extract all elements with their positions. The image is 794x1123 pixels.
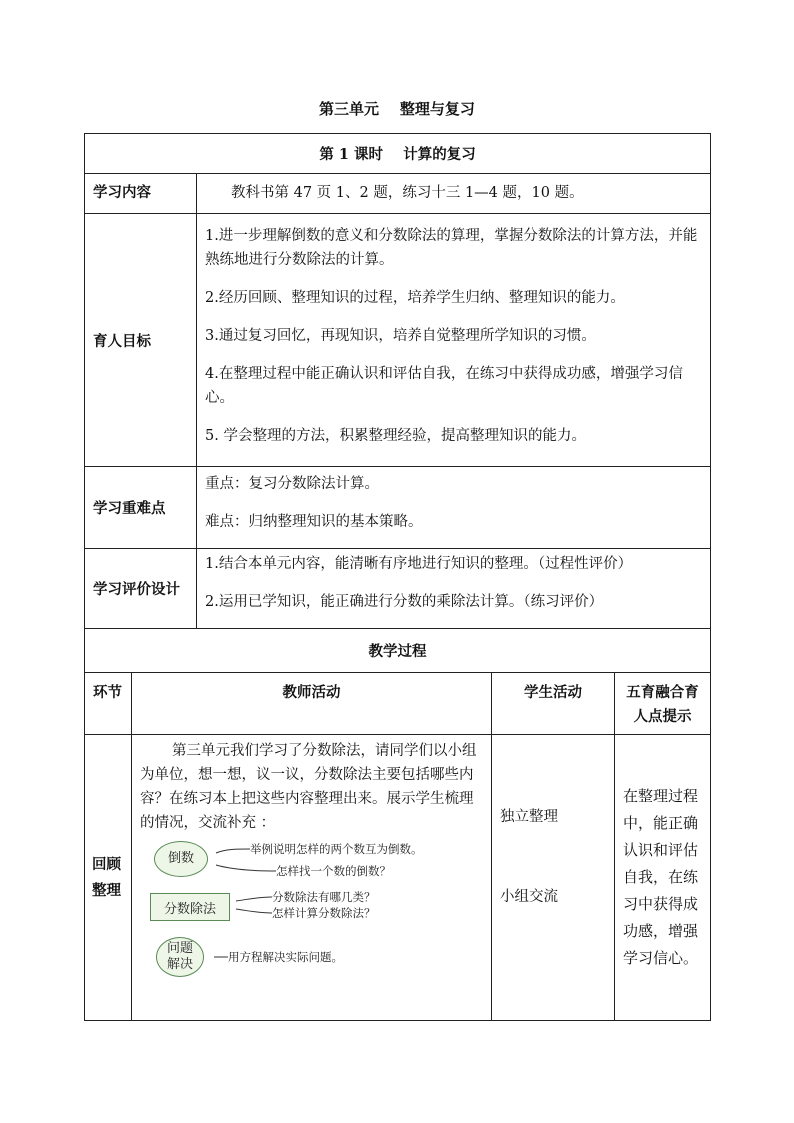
lesson-title: 第 1 课时 计算的复习 (85, 134, 711, 174)
evaluation-list (197, 549, 711, 629)
reciprocal-branch-1: 举例说明怎样的两个数互为倒数。 (250, 842, 423, 856)
objective-item: 3.通过复习回忆，再现知识，培养自觉整理所学知识的习惯。 (205, 328, 596, 344)
objectives-label: 育人目标 (85, 214, 197, 467)
evaluation-item: 1.结合本单元内容，能清晰有序地进行知识的整理。（过程性评价） (205, 556, 633, 572)
learning-content-text: 教科书第 47 页 1、2 题，练习十三 1—4 题，10 题。 (197, 174, 711, 214)
objective-item: 1.进一步理解倒数的意义和分数除法的算理，掌握分数除法的计算方法，并能熟练地进行分数除法的计算。 (205, 228, 698, 268)
node-problem-line1: 问题 (166, 941, 193, 956)
node-problem-line2: 解决 (166, 957, 193, 972)
evaluation-label: 学习评价设计 (85, 549, 197, 629)
process-title: 教学过程 (85, 629, 711, 673)
process-title-row (85, 629, 711, 673)
node-problem-solving (156, 937, 204, 977)
objective-item: 4.在整理过程中能正确认识和评估自我，在练习中获得成功感，增强学习信心。 (205, 366, 683, 406)
column-header-tip: 五育融合育人点提示 (615, 673, 711, 735)
knowledge-map-diagram (140, 835, 483, 995)
student-activity-item: 小组交流 (500, 889, 558, 905)
column-header-teacher: 教师活动 (132, 673, 492, 735)
reciprocal-branch-2: 怎样找一个数的倒数？ (276, 864, 391, 878)
learning-content-row (85, 174, 711, 214)
problem-branch: 用方程解决实际问题。 (228, 950, 343, 964)
lesson-plan-table (84, 133, 711, 1021)
division-branch-1: 分数除法有哪几类？ (272, 890, 376, 904)
review-student-activity (492, 735, 615, 1021)
unit-title: 第三单元 整理与复习 (319, 100, 475, 118)
node-reciprocal: 倒数 (154, 841, 208, 877)
review-stage-label: 回顾整理 (85, 735, 132, 1021)
key-points-label: 学习重难点 (85, 467, 197, 549)
objective-item: 2.经历回顾、整理知识的过程，培养学生归纳、整理知识的能力。 (205, 290, 625, 306)
column-header-student: 学生活动 (492, 673, 615, 735)
student-activity-item: 独立整理 (500, 809, 558, 825)
node-fraction-division: 分数除法 (150, 893, 230, 921)
objectives-list (197, 214, 711, 467)
column-header-stage: 环节 (85, 673, 132, 735)
review-teacher-activity (132, 735, 492, 1021)
objectives-row (85, 214, 711, 467)
key-points-content (197, 467, 711, 549)
lesson-title-row (85, 134, 711, 174)
key-points-row (85, 467, 711, 549)
evaluation-item: 2.运用已学知识，能正确进行分数的乘除法计算。（练习评价） (205, 594, 604, 610)
learning-content-label: 学习内容 (85, 174, 197, 214)
key-point-difficulty: 难点：归纳整理知识的基本策略。 (205, 514, 423, 530)
teacher-activity-text: 第三单元我们学习了分数除法，请同学们以小组为单位，想一想，议一议，分数除法主要包括哪些内容？在练习本上把这些内容整理出来。展示学生梳理的情况，交流补充 ： (140, 743, 477, 831)
review-row (85, 735, 711, 1021)
column-header-row (85, 673, 711, 735)
key-point-focus: 重点：复习分数除法计算。 (205, 476, 379, 492)
review-education-tip: 在整理过程中，能正确认识和评估自我，在练习中获得成功感，增强学习信心。 (615, 735, 711, 1021)
evaluation-row (85, 549, 711, 629)
division-branch-2: 怎样计算分数除法？ (272, 906, 376, 920)
objective-item: 5. 学会整理的方法，积累整理经验，提高整理知识的能力。 (205, 428, 586, 444)
